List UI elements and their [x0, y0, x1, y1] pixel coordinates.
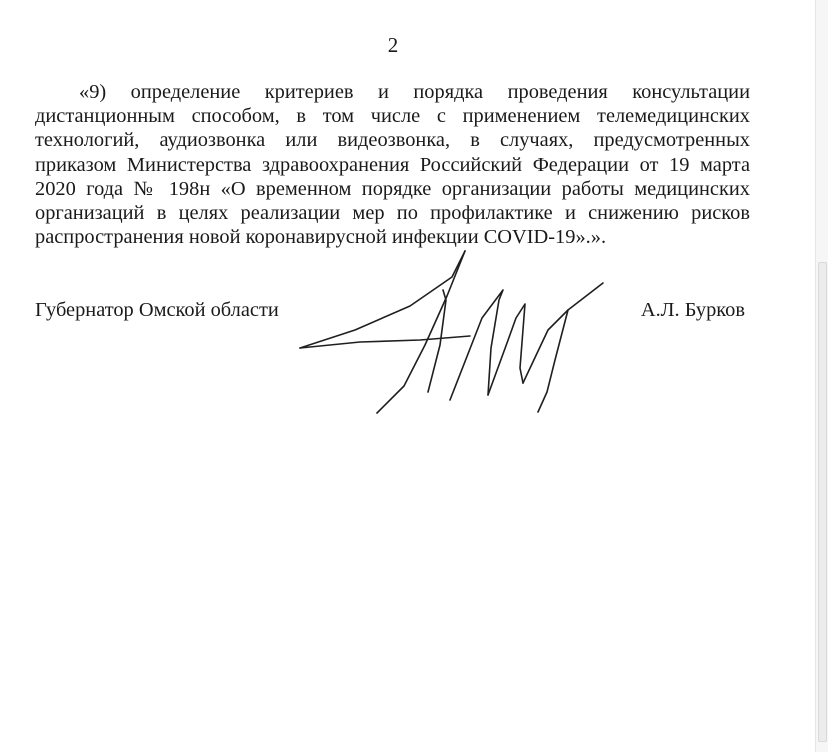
signature-stroke: [450, 290, 503, 400]
paragraph-line: распространения новой коронавирусной инфекции COVID-19».».: [35, 226, 607, 249]
scrollbar-thumb[interactable]: [818, 262, 827, 742]
signature-stroke: [377, 251, 465, 413]
signatory-title: Губернатор Омской области: [35, 299, 279, 321]
paragraph-line: технологий, аудиозвонка или видеозвонка, в случаях, предусмотренных: [35, 129, 750, 152]
paragraph-line: «9) определение критериев и порядка проведения консультации: [79, 81, 750, 103]
signature-stroke: [300, 251, 465, 348]
paragraph-line: 2020 года № 198н «О временном порядке организации работы медицинских: [35, 177, 750, 200]
signature-stroke: [488, 304, 525, 395]
signature-stroke: [300, 336, 470, 348]
scrollbar-track[interactable]: [815, 0, 828, 752]
paragraph-line: дистанционным способом, в том числе с применением телемедицинских: [35, 105, 750, 128]
signatory-name: А.Л. Бурков: [640, 299, 745, 321]
paragraph-line: организаций в целях реализации мер по профилактике и снижению рисков: [35, 202, 750, 225]
paragraph-line: приказом Министерства здравоохранения Российский Федерации от 19 марта: [35, 153, 750, 176]
signature-stroke: [523, 283, 603, 383]
page-number: 2: [387, 33, 399, 57]
